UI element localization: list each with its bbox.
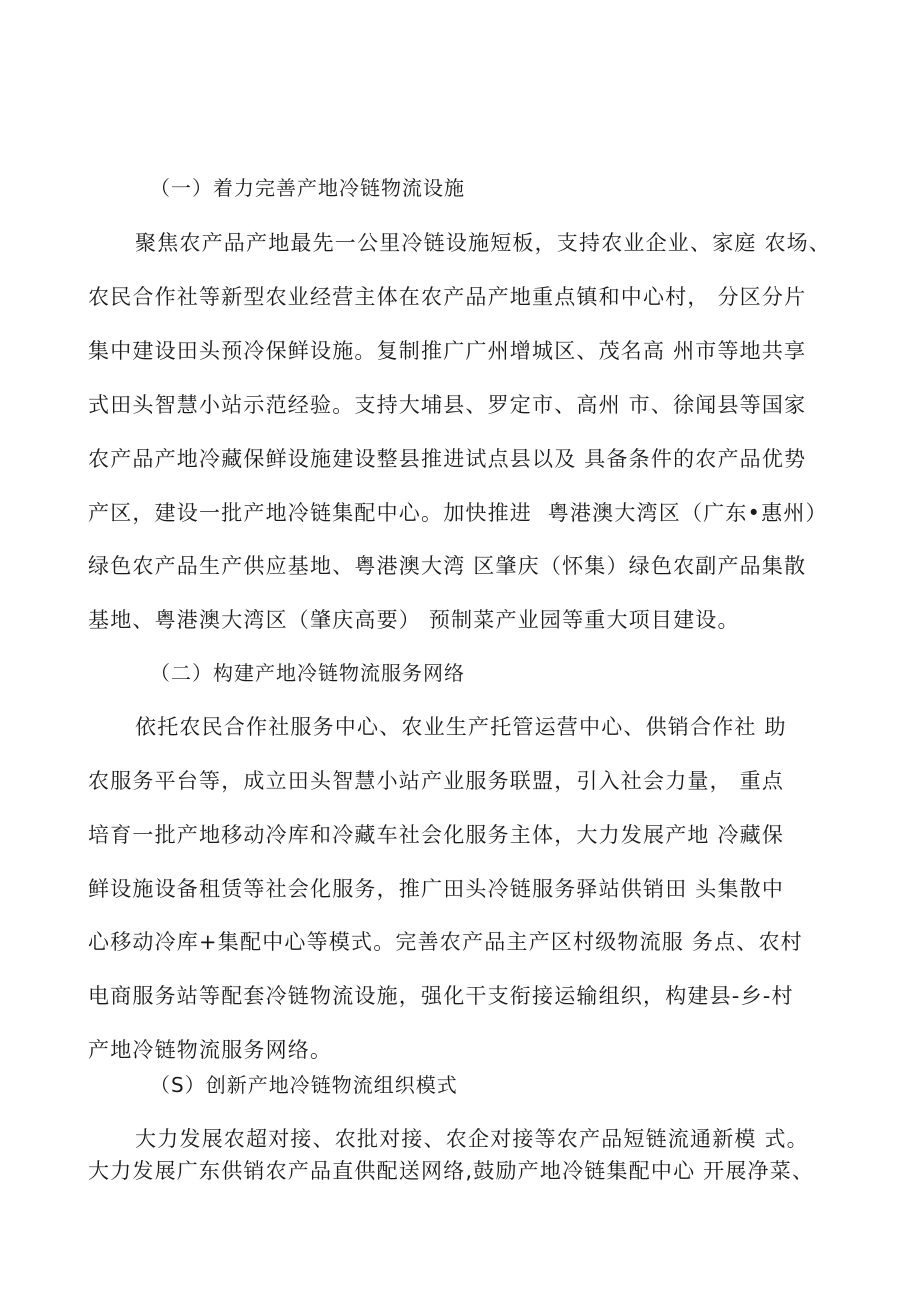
paragraph-line: 鲜设施设备租赁等社会化服务，推广田头冷链服务驿站供销田 头集散中	[88, 877, 785, 901]
section-heading-3: （S）创新产地冷链物流组织模式	[150, 1073, 458, 1097]
section-heading-1: （一）着力完善产地冷链物流设施	[150, 176, 465, 200]
paragraph-line: 大力发展广东供销农产品直供配送网络,鼓励产地冷链集配中心 开展净菜、	[88, 1159, 815, 1183]
paragraph-line: 集中建设田头预冷保鲜设施。复制推广广州增城区、茂名高 州市等地共享	[88, 339, 807, 363]
paragraph-line: 基地、粤港澳大湾区（肇庆高要） 预制菜产业园等重大项目建设。	[88, 608, 740, 632]
paragraph-line: 聚焦农产品产地最先一公里冷链设施短板，支持农业企业、家庭 农场、	[135, 231, 832, 255]
section-heading-2: （二）构建产地冷链物流服务网络	[150, 661, 465, 685]
paragraph-line: 依托农民合作社服务中心、农业生产托管运营中心、供销合作社 助	[135, 715, 787, 739]
paragraph-line: 大力发展农超对接、农批对接、农企对接等农产品短链流通新模 式。	[135, 1127, 809, 1151]
paragraph-line: 式田头智慧小站示范经验。支持大埔县、罗定市、高州 市、徐闻县等国家	[88, 393, 807, 417]
paragraph-line: 产地冷链物流服务网络。	[88, 1038, 333, 1062]
paragraph-line: 绿色农产品生产供应基地、粤港澳大湾 区肇庆（怀集）绿色农副产品集散	[88, 554, 807, 578]
paragraph-line: 农产品产地冷藏保鲜设施建设整县推进试点县以及 具备条件的农产品优势	[88, 447, 807, 471]
paragraph-line: 电商服务站等配套冷链物流设施，强化干支衔接运输组织，构建县-乡-村	[88, 984, 794, 1008]
paragraph-line: 培育一批产地移动冷库和冷藏车社会化服务主体，大力发展产地 冷藏保	[88, 823, 785, 847]
paragraph-line: 心移动冷库+集配中心等模式。完善农产品主产区村级物流服 务点、农村	[88, 930, 803, 954]
paragraph-line: 产区，建设一批产地冷链集配中心。加快推进 粤港澳大湾区（广东•惠州）	[88, 501, 828, 525]
paragraph-line: 农民合作社等新型农业经营主体在农产品产地重点镇和中心村， 分区分片	[88, 285, 807, 309]
paragraph-line: 农服务平台等，成立田头智慧小站产业服务联盟，引入社会力量， 重点	[88, 769, 785, 793]
